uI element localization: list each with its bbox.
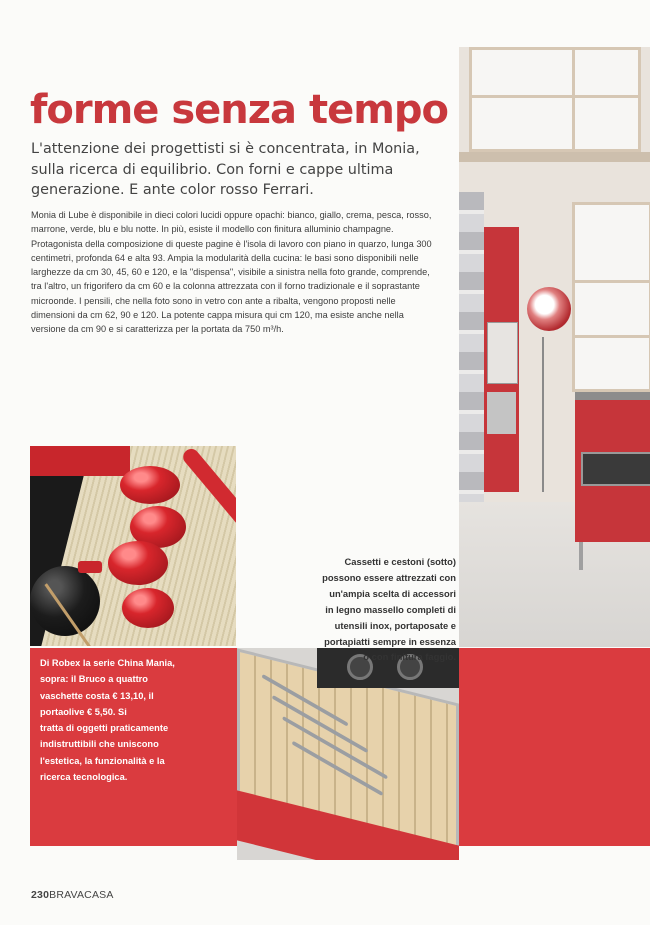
oven-column bbox=[484, 227, 519, 492]
caption-line: utensili inox, portaposate e bbox=[334, 619, 456, 631]
caption-line: Di Robex la serie China Mania, bbox=[40, 658, 175, 668]
kitchen-island bbox=[575, 392, 650, 542]
window-lower bbox=[572, 202, 650, 392]
caption-line: portapiatti sempre in essenza bbox=[324, 635, 456, 647]
caption-line: portaolive € 5,50. Si bbox=[40, 706, 127, 717]
bruco-dish bbox=[108, 541, 168, 585]
red-side-panel bbox=[459, 648, 650, 846]
lede-paragraph: L'attenzione dei progettisti si è concentrata, in Monia, sulla ricerca di equilibrio. Con forni e cappe ultima generazione. E ante color rosso Ferrari. bbox=[31, 141, 420, 198]
caption-line: sopra: il Bruco a quattro bbox=[40, 674, 148, 685]
bruco-dish bbox=[120, 466, 180, 504]
kitchen-photo bbox=[459, 47, 650, 647]
utensil bbox=[272, 695, 368, 753]
pantry-column bbox=[459, 192, 484, 502]
page-number: 230 bbox=[31, 889, 50, 901]
page-headline: forme senza tempo bbox=[30, 87, 448, 133]
caption-line: l'estetica, la funzionalità e la bbox=[40, 755, 165, 766]
body-paragraph: Monia di Lube è disponibile in dieci colori lucidi oppure opachi: bianco, giallo, crema, pesca, rosso, marrone, verde, blu e blu notte. In più, esiste il modello con finitura alluminio champagne. Protagonista della composizione di queste pagine è l'isola di lavoro con piano in quarzo, lunga 300 centimetri, profonda 64 e alta 93. Ampia la modularità della cucina: le basi sono disponibili nelle larghezze da cm 30, 45, 60 e 120, e la "dispensa", visibile a sinistra nella foto grande, comprende, tra l'altro, un frigorifero da cm 60 e la colonna attrezzata con il forno tradizionale e il soprastante microonde. I pensili, che nella foto sono in vetro con ante a ribalta, vengono proposti nelle dimensioni da cm 62, 90 e 120. La potente cappa misura qui cm 120, ma esiste anche nella versione da cm 90 e si caratterizza per la portata da 750 m³/h. bbox=[31, 210, 432, 335]
red-cloth bbox=[30, 446, 130, 476]
drawer-photo bbox=[237, 648, 459, 860]
black-teapot bbox=[30, 566, 100, 636]
caption-line: possono essere attrezzati con bbox=[322, 571, 456, 583]
floor-lamp-pole bbox=[542, 337, 544, 492]
caption-line: vaschette costa € 13,10, il bbox=[40, 690, 154, 701]
floor-lamp-head bbox=[527, 287, 571, 331]
caption-line: indistruttibili che uniscono bbox=[40, 739, 159, 750]
chopstick-rest bbox=[78, 561, 102, 573]
china-mania-photo bbox=[30, 446, 236, 646]
caption-drawers bbox=[256, 554, 456, 665]
caption-line: tratta di oggetti praticamente bbox=[40, 723, 169, 734]
caption-line: ricerca tecnologica. bbox=[40, 772, 128, 783]
caption-china-mania bbox=[40, 655, 230, 785]
bruco-dish bbox=[122, 588, 174, 628]
island-leg bbox=[579, 542, 583, 570]
caption-line: in legno massello completi di bbox=[325, 603, 456, 615]
caption-line: o con finitura faggio. bbox=[363, 651, 456, 663]
caption-line: un'ampia scelta di accessori bbox=[329, 587, 456, 599]
page-folio bbox=[31, 889, 114, 901]
magazine-name: BRAVACASA bbox=[49, 889, 114, 901]
caption-line: Cassetti e cestoni (sotto) bbox=[344, 556, 456, 567]
ceiling-beam bbox=[459, 152, 650, 162]
window-upper bbox=[469, 47, 641, 152]
